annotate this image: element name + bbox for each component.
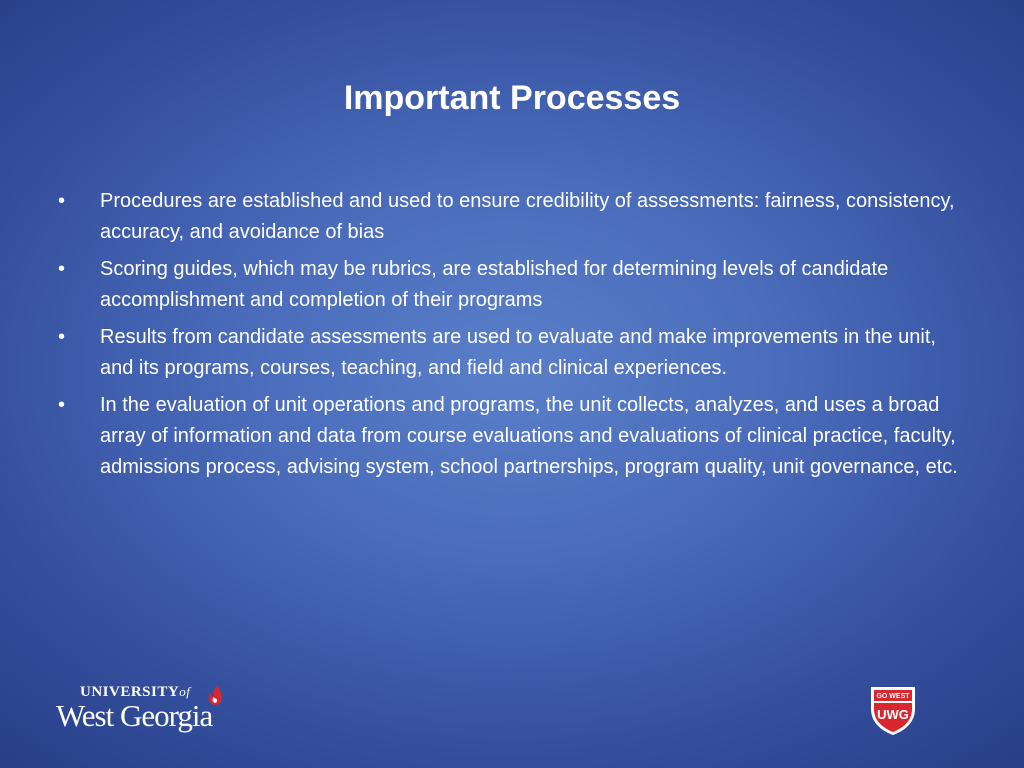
bullet-item bbox=[58, 254, 968, 316]
bullet-icon: • bbox=[58, 326, 66, 348]
bullet-text: In the evaluation of unit operations and programs, the unit collects, analyzes, and uses a broad array of information and data from course evaluations and evaluations of clinical practice, faculty, admissions process, advising system, school partnerships, program quality, unit governance, etc. bbox=[100, 394, 958, 478]
university-logo bbox=[56, 684, 256, 740]
logo-university-word: UNIVERSITY bbox=[80, 684, 180, 700]
bullet-icon: • bbox=[58, 258, 66, 280]
badge-top-text: GO WEST bbox=[876, 693, 910, 700]
logo-of-text: of bbox=[179, 684, 191, 699]
bullet-item bbox=[58, 322, 968, 384]
badge-main-text: UWG bbox=[877, 707, 909, 722]
go-west-badge bbox=[866, 683, 920, 737]
bullet-text: Procedures are established and used to ensure credibility of assessments: fairness, consistency, accuracy, and avoidance of bias bbox=[100, 190, 955, 243]
bullet-icon: • bbox=[58, 190, 66, 212]
bullet-item bbox=[58, 390, 968, 483]
bullet-text: Results from candidate assessments are used to evaluate and make improvements in the unit, and its programs, courses, teaching, and field and clinical experiences. bbox=[100, 326, 936, 379]
slide-title: Important Processes bbox=[343, 79, 681, 117]
bullet-item bbox=[58, 186, 968, 248]
bullet-list bbox=[58, 186, 968, 489]
bullet-icon: • bbox=[58, 394, 66, 416]
bullet-text: Scoring guides, which may be rubrics, are established for determining levels of candidate accomplishment and completion of their programs bbox=[100, 258, 889, 311]
logo-west-georgia-text: West Georgia bbox=[56, 698, 213, 733]
